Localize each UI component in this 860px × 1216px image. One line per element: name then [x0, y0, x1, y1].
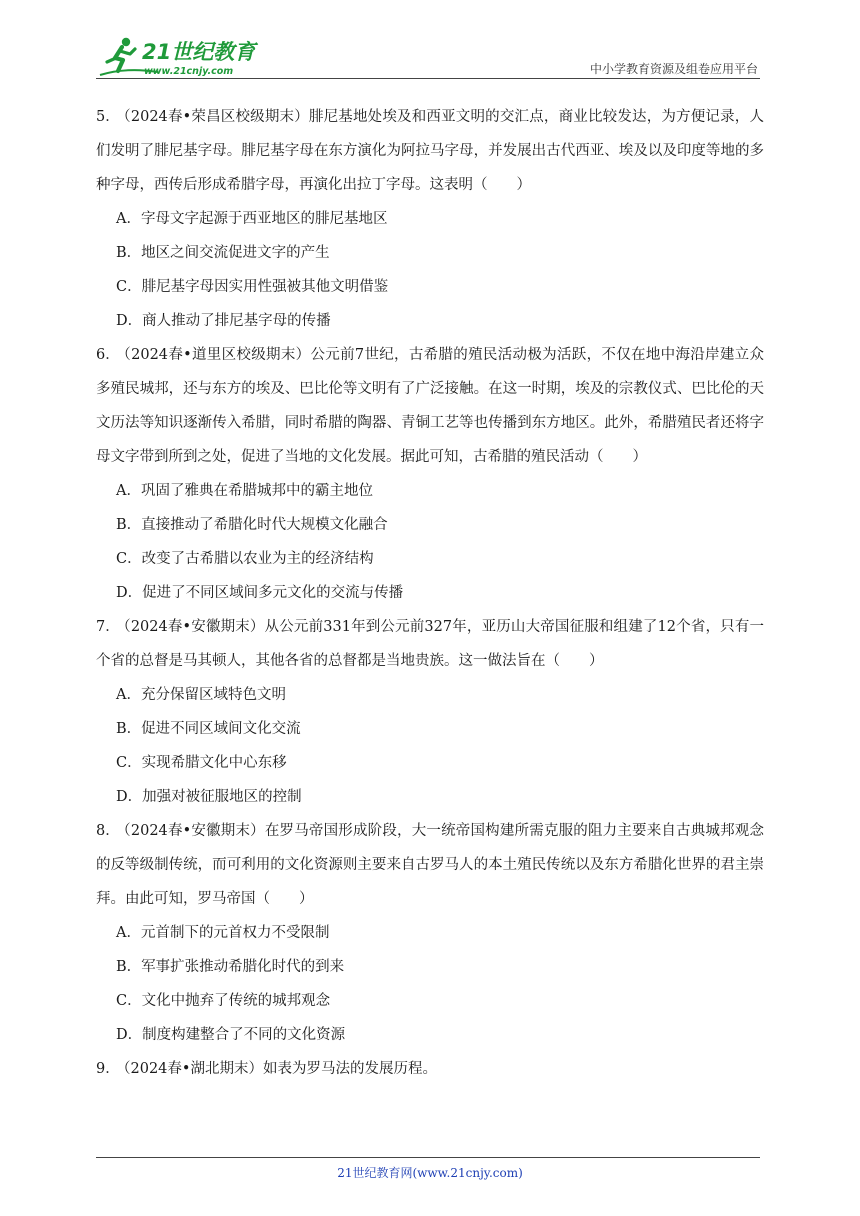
question-8 — [96, 814, 764, 1052]
logo-main-text: 21世纪教育 — [142, 40, 256, 64]
page-header — [96, 30, 760, 82]
question-text: （2024春•荣昌区校级期末）腓尼基地处埃及和西亚文明的交汇点，商业比较发达，为方便记录，人们发明了腓尼基字母。腓尼基字母在东方演化为阿拉马字母，并发展出古代西亚、埃及以及印度等地的多种字母，西传后形成希腊字母，再演化出拉丁字母。这表明（ ） — [96, 109, 764, 193]
question-stem — [96, 814, 764, 916]
footer-divider — [96, 1157, 760, 1158]
option-c[interactable]: C．改变了古希腊以农业为主的经济结构 — [116, 551, 374, 567]
platform-name: 中小学教育资源及组卷应用平台 — [589, 62, 758, 76]
option-b[interactable]: B．促进不同区域间文化交流 — [116, 721, 301, 737]
option-c[interactable]: C．文化中抛弃了传统的城邦观念 — [116, 993, 331, 1009]
option-a[interactable]: A．巩固了雅典在希腊城邦中的霸主地位 — [116, 483, 373, 499]
question-number: 6． — [96, 347, 120, 363]
page-footer[interactable]: 21世纪教育网(www.21cnjy.com) — [337, 1166, 523, 1180]
question-text: （2024春•安徽期末）从公元前331年到公元前327年，亚历山大帝国征服和组建了12个省，只有一个省的总督是马其顿人，其他各省的总督都是当地贵族。这一做法旨在（ ） — [96, 619, 764, 669]
question-5 — [96, 100, 764, 338]
question-text: （2024春•湖北期末）如表为罗马法的发展历程。 — [116, 1061, 437, 1077]
option-a[interactable]: A．充分保留区域特色文明 — [116, 687, 286, 703]
question-text: （2024春•道里区校级期末）公元前7世纪，古希腊的殖民活动极为活跃，不仅在地中海沿岸建立众多殖民城邦，还与东方的埃及、巴比伦等文明有了广泛接触。在这一时期，埃及的宗教仪式、巴比伦的天文历法等知识逐渐传入希腊，同时希腊的陶器、青铜工艺等也传播到东方地区。此外，希腊殖民者还将字母文字带到所到之处，促进了当地的文化发展。据此可知，古希腊的殖民活动（ ） — [96, 347, 764, 465]
question-number: 9． — [96, 1061, 120, 1077]
question-stem — [96, 610, 764, 678]
question-number: 8． — [96, 823, 120, 839]
option-list — [96, 678, 764, 814]
option-list — [96, 202, 764, 338]
site-logo — [96, 34, 266, 78]
option-b[interactable]: B．直接推动了希腊化时代大规模文化融合 — [116, 517, 388, 533]
question-text: （2024春•安徽期末）在罗马帝国形成阶段，大一统帝国构建所需克服的阻力主要来自古典城邦观念的反等级制传统，而可利用的文化资源则主要来自古罗马人的本土殖民传统以及东方希腊化世界的君主崇拜。由此可知，罗马帝国（ ） — [96, 823, 764, 907]
logo-url-text: www.21cnjy.com — [144, 66, 234, 77]
option-list — [96, 474, 764, 610]
question-9 — [96, 1052, 764, 1086]
question-list — [96, 100, 764, 1086]
option-a[interactable]: A．字母文字起源于西亚地区的腓尼基地区 — [116, 211, 388, 227]
option-d[interactable]: D．制度构建整合了不同的文化资源 — [116, 1027, 346, 1043]
option-b[interactable]: B．军事扩张推动希腊化时代的到来 — [116, 959, 345, 975]
option-list — [96, 916, 764, 1052]
question-7 — [96, 610, 764, 814]
question-6 — [96, 338, 764, 610]
question-stem — [96, 1052, 764, 1086]
header-divider — [96, 78, 760, 79]
option-b[interactable]: B．地区之间交流促进文字的产生 — [116, 245, 330, 261]
option-c[interactable]: C．实现希腊文化中心东移 — [116, 755, 287, 771]
question-stem — [96, 100, 764, 202]
option-d[interactable]: D．促进了不同区域间多元文化的交流与传播 — [116, 585, 404, 601]
option-a[interactable]: A．元首制下的元首权力不受限制 — [116, 925, 330, 941]
option-d[interactable]: D．加强对被征服地区的控制 — [116, 789, 302, 805]
option-c[interactable]: C．腓尼基字母因实用性强被其他文明借鉴 — [116, 279, 389, 295]
question-stem — [96, 338, 764, 474]
option-d[interactable]: D．商人推动了排尼基字母的传播 — [116, 313, 331, 329]
question-number: 5． — [96, 109, 120, 125]
question-number: 7． — [96, 619, 120, 635]
